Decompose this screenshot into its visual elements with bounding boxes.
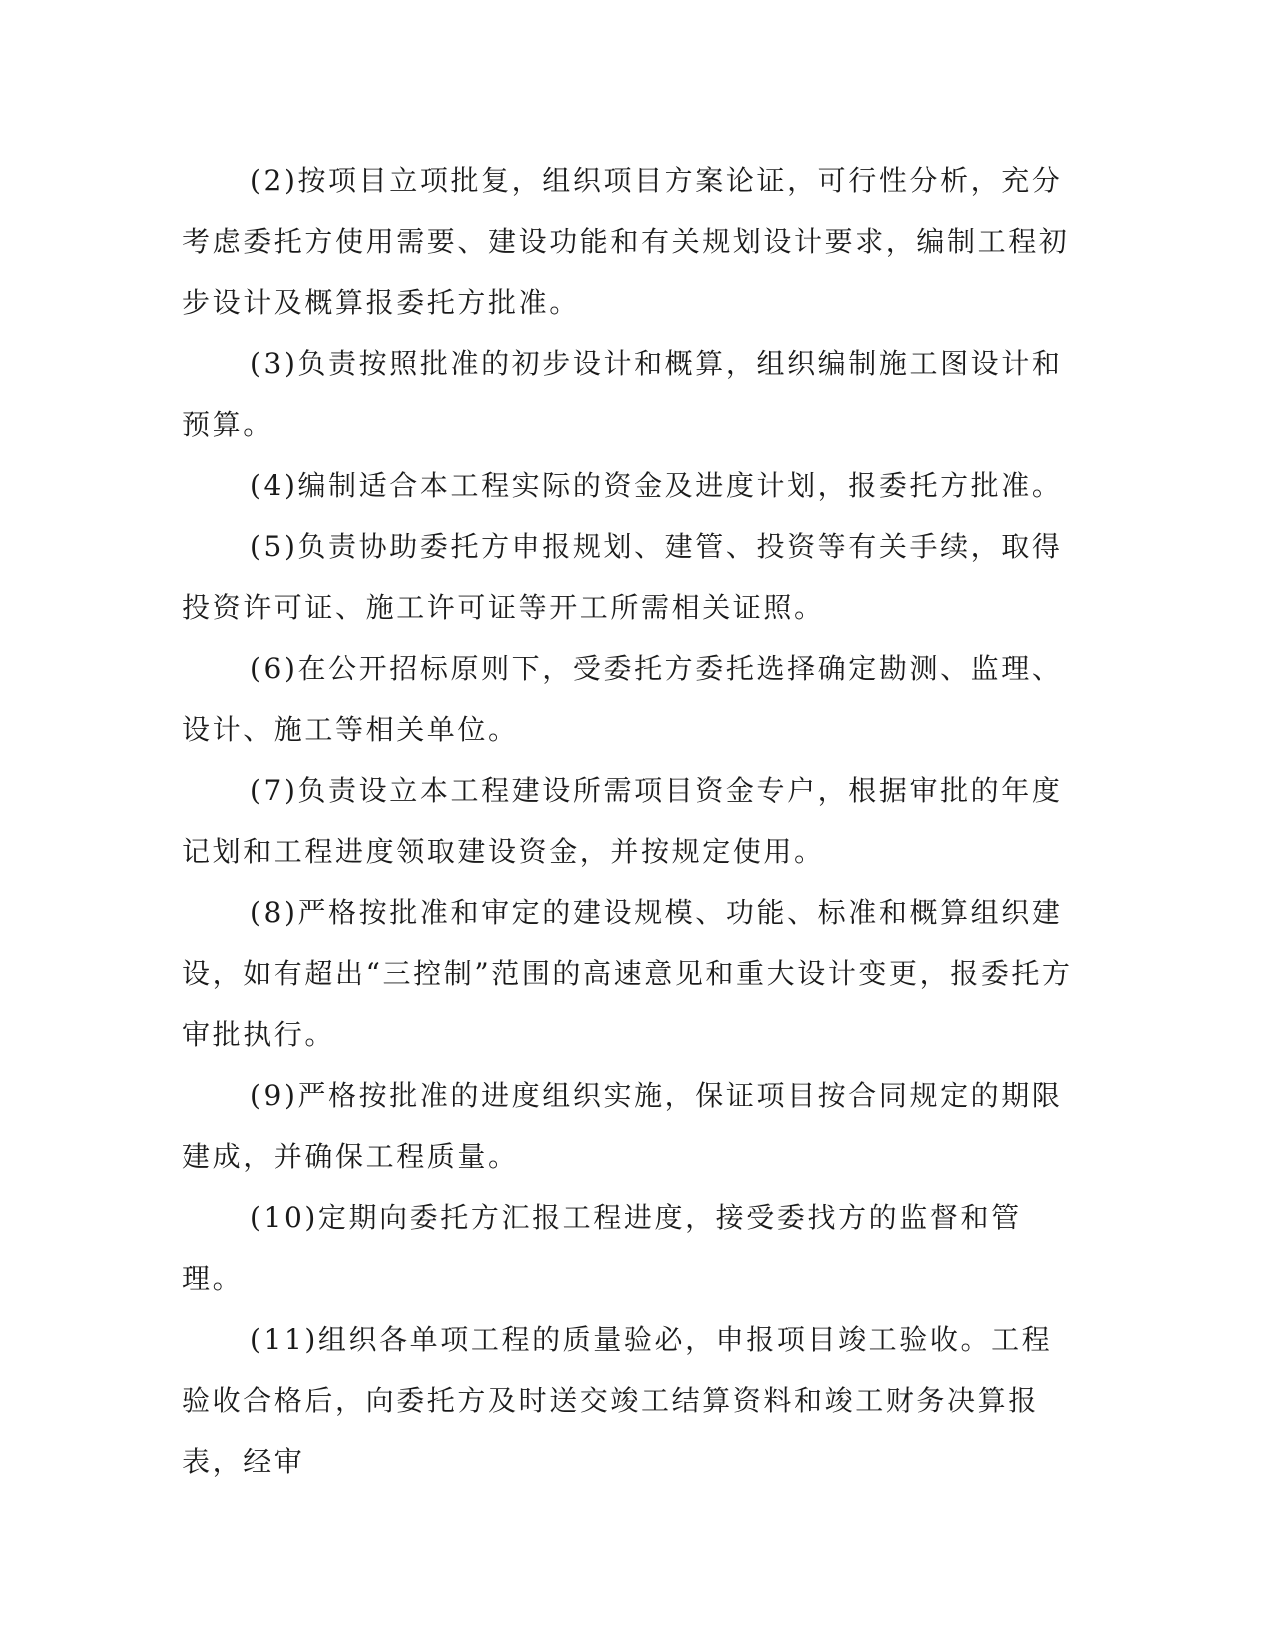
paragraph-3: (3)负责按照批准的初步设计和概算，组织编制施工图设计和预算。 xyxy=(182,347,1063,441)
body-text xyxy=(182,150,1078,1492)
paragraph-4: (4)编制适合本工程实际的资金及进度计划，报委托方批准。 xyxy=(250,469,1063,502)
paragraph-9: (9)严格按批准的进度组织实施，保证项目按合同规定的期限建成，并确保工程质量。 xyxy=(182,1079,1063,1173)
paragraph-10: (10)定期向委托方汇报工程进度，接受委找方的监督和管理。 xyxy=(182,1201,1022,1295)
paragraph-8: (8)严格按批准和审定的建设规模、功能、标准和概算组织建设，如有超出“三控制”范围的高速意见和重大设计变更，报委托方审批执行。 xyxy=(182,896,1073,1051)
paragraph-11: (11)组织各单项工程的质量验必，申报项目竣工验收。工程验收合格后，向委托方及时送交竣工结算资料和竣工财务决算报表，经审 xyxy=(182,1323,1053,1478)
paragraph-2: (2)按项目立项批复，组织项目方案论证，可行性分析，充分考虑委托方使用需要、建设功能和有关规划设计要求，编制工程初步设计及概算报委托方批准。 xyxy=(182,164,1070,319)
paragraph-6: (6)在公开招标原则下，受委托方委托选择确定勘测、监理、设计、施工等相关单位。 xyxy=(182,652,1063,746)
paragraph-7: (7)负责设立本工程建设所需项目资金专户，根据审批的年度记划和工程进度领取建设资金，并按规定使用。 xyxy=(182,774,1063,868)
paragraph-5: (5)负责协助委托方申报规划、建管、投资等有关手续，取得投资许可证、施工许可证等开工所需相关证照。 xyxy=(182,530,1063,624)
